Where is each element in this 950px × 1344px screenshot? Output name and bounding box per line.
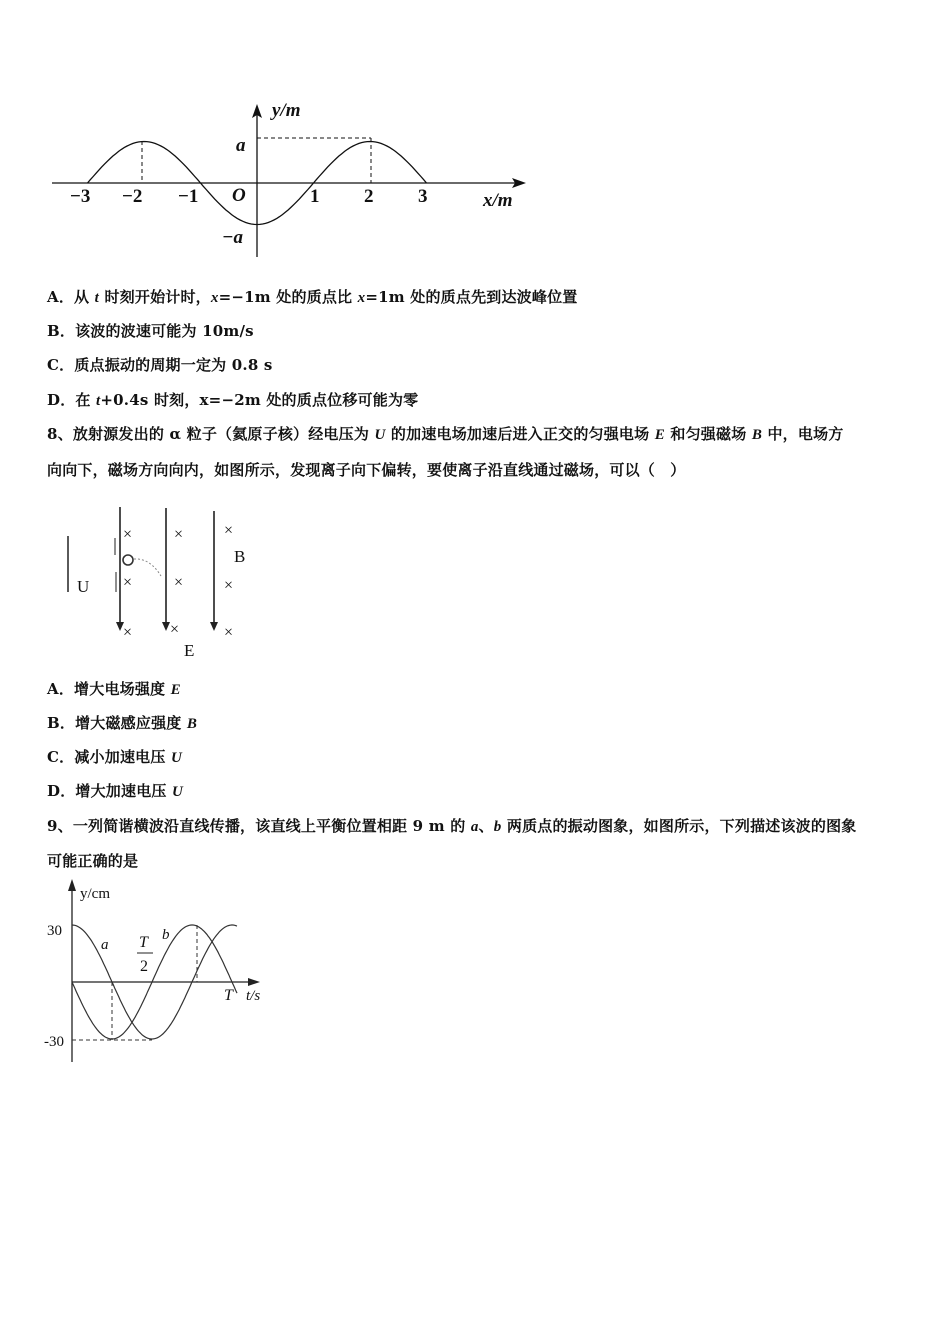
electric-field-label: E [184, 641, 195, 660]
text-segment: 的加速电场加速后进入正交的匀强电场 [385, 425, 655, 443]
variable-symbol: U [374, 427, 386, 443]
text-segment: 中，电场方 [762, 425, 844, 443]
text-segment: D．在 [47, 391, 97, 409]
tick-label: 2 [364, 186, 374, 207]
tick-label: 1 [310, 186, 320, 207]
variable-symbol: x [210, 290, 219, 306]
q7-option-d [47, 389, 418, 410]
variable-symbol: E [654, 427, 665, 443]
x-axis-label: t/s [246, 988, 261, 1004]
q9-stem-line-1 [47, 815, 856, 836]
q7-option-c [47, 354, 273, 375]
tick-label: −1 [178, 186, 199, 207]
variable-symbol: U [170, 750, 183, 766]
tick-label: −2 [122, 186, 143, 207]
text-segment: =−1m 处的质点比 [218, 288, 358, 306]
text-segment: 两质点的振动图象，如图所示，下列描述该波的图象 [501, 817, 857, 835]
origin-label: O [232, 185, 246, 206]
cross-mark: × [123, 624, 133, 641]
y-max-label: 30 [47, 923, 62, 939]
tick-label: −3 [70, 186, 91, 207]
variable-symbol: x [357, 290, 366, 306]
text-segment: C．质点振动的周期一定为 0.8 s [47, 356, 273, 374]
q8-stem-line-1 [47, 423, 843, 444]
q8-option-b [47, 712, 197, 733]
variable-symbol: t [94, 290, 100, 306]
text-segment: 时刻开始计时， [99, 288, 211, 306]
text-segment: A．从 [47, 288, 95, 306]
variable-symbol: t [96, 393, 101, 409]
text-segment: D．增大加速电压 [47, 782, 173, 800]
half-period-denominator: 2 [140, 958, 148, 975]
variable-symbol: B [751, 427, 763, 443]
variable-symbol: B [186, 716, 198, 732]
magnetic-field-label: B [234, 547, 246, 566]
text-segment: 可能正确的是 [47, 852, 139, 870]
variable-symbol: a [470, 819, 479, 835]
y-axis-label: y/m [272, 100, 301, 121]
amplitude-label: a [236, 135, 246, 156]
cross-mark: × [174, 574, 184, 591]
text-segment: A．增大电场强度 [47, 680, 171, 698]
cross-mark: × [123, 574, 133, 591]
text-segment: C．减小加速电压 [47, 748, 171, 766]
text-segment: B．增大磁感应强度 [47, 714, 187, 732]
text-segment: 8、放射源发出的 α 粒子（氦原子核）经电压为 [47, 425, 375, 443]
y-axis-label: y/cm [80, 886, 110, 902]
curve-b-label: b [162, 927, 170, 943]
voltage-label: U [77, 577, 90, 596]
cross-mark: × [174, 526, 184, 543]
variable-symbol: b [493, 819, 502, 835]
q7-option-b [47, 320, 254, 341]
q9-stem-line-2 [47, 850, 138, 871]
variable-symbol: E [170, 682, 181, 698]
q8-option-d [47, 780, 183, 801]
text-segment: 9、一列简谐横波沿直线传播，该直线上平衡位置相距 9 m 的 [47, 817, 471, 835]
cross-mark: × [224, 624, 234, 641]
text-segment: 和匀强磁场 [664, 425, 752, 443]
text-segment: =1m 处的质点先到达波峰位置 [365, 288, 578, 306]
q8-option-c [47, 746, 182, 767]
half-period-numerator: T [139, 934, 148, 951]
cross-mark: × [224, 522, 234, 539]
neg-amplitude-label: −a [222, 227, 244, 248]
q8-option-a [47, 678, 181, 699]
tick-label: 3 [418, 186, 428, 207]
particle-icon [123, 555, 133, 565]
y-min-label: -30 [44, 1034, 64, 1050]
text-segment: 、 [478, 817, 494, 835]
cross-mark: × [123, 526, 133, 543]
vibration-figure [0, 875, 300, 1075]
wave-figure-1 [0, 0, 950, 270]
cross-mark: × [224, 577, 234, 594]
cross-mark: × [170, 621, 180, 638]
variable-symbol: U [172, 784, 184, 800]
q8-stem-line-2 [47, 459, 685, 480]
text-segment: B．该波的波速可能为 10m/s [47, 322, 254, 340]
period-label: T [224, 987, 233, 1004]
text-segment: 向向下，磁场方向向内，如图所示，发现离子向下偏转，要使离子沿直线通过磁场，可以（ ） [47, 461, 686, 479]
field-figure [0, 500, 300, 660]
x-axis-label: x/m [483, 190, 513, 211]
q7-option-a [47, 286, 577, 307]
curve-a-label: a [101, 937, 109, 953]
text-segment: +0.4s 时刻，x=−2m 处的质点位移可能为零 [100, 391, 419, 409]
